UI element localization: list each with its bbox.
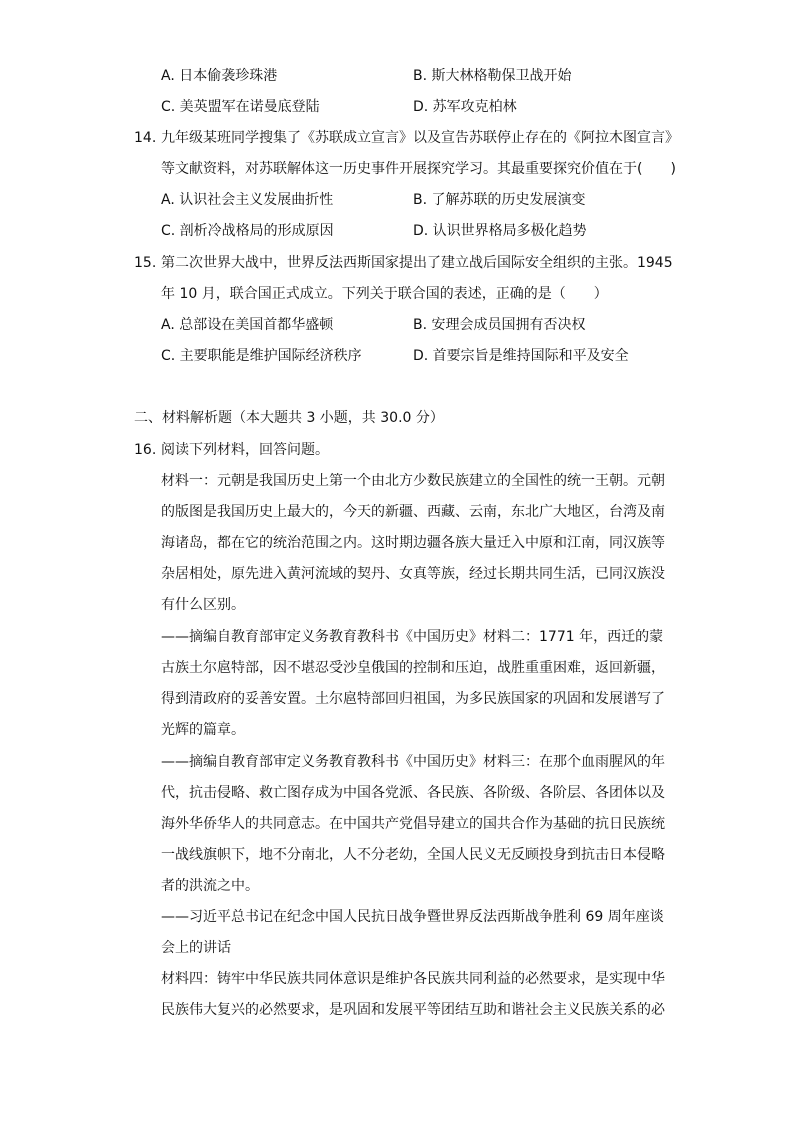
- q13-option-a: A. 日本偷袭珍珠港: [161, 68, 278, 84]
- q16-material-line: 者的洪流之中。: [161, 878, 259, 894]
- q16-material-line: 材料一：元朝是我国历史上第一个由北方少数民族建立的全国性的统一王朝。元朝: [161, 473, 665, 489]
- q16-number: 16.: [134, 442, 157, 458]
- q16-prompt: 阅读下列材料，回答问题。: [161, 442, 329, 458]
- q14-text-line-1: 九年级某班同学搜集了《苏联成立宣言》以及宣告苏联停止存在的《阿拉木图宣言》: [161, 130, 679, 146]
- q16-material-line: 杂居相处，原先进入黄河流域的契丹、女真等族，经过长期共同生活，已同汉族没: [161, 566, 665, 582]
- q15-option-b: B. 安理会成员国拥有否决权: [413, 317, 586, 333]
- q13-option-b: B. 斯大林格勒保卫战开始: [413, 68, 572, 84]
- section-2-title: 二、材料解析题（本大题共 3 小题，共 30.0 分）: [134, 410, 444, 426]
- q15-option-c: C. 主要职能是维护国际经济秩序: [161, 348, 362, 364]
- q16-material-line: 有什么区别。: [161, 597, 245, 613]
- q16-material-line: 会上的讲话: [161, 940, 231, 956]
- q15-option-a: A. 总部设在美国首都华盛顿: [161, 317, 334, 333]
- q16-material-line: ——摘编自教育部审定义务教育教科书《中国历史》材料三：在那个血雨腥风的年: [161, 754, 665, 770]
- q16-material-line: 材料四：铸牢中华民族共同体意识是维护各民族共同利益的必然要求，是实现中华: [161, 971, 665, 987]
- q14-text-line-2: 等文献资料，对苏联解体这一历史事件开展探究学习。其最重要探究价值在于( ): [161, 161, 676, 177]
- q14-option-d: D. 认识世界格局多极化趋势: [413, 223, 587, 239]
- q14-option-b: B. 了解苏联的历史发展演变: [413, 192, 586, 208]
- q13-option-c: C. 美英盟军在诺曼底登陆: [161, 99, 320, 115]
- q16-material-line: 海外华侨华人的共同意志。在中国共产党倡导建立的国共合作为基础的抗日民族统: [161, 816, 665, 832]
- q16-material-line: 光辉的篇章。: [161, 722, 245, 738]
- q16-material-line: 代，抗击侵略、救亡图存成为中国各党派、各民族、各阶级、各阶层、各团体以及: [161, 785, 665, 801]
- q16-material-line: 古族土尔扈特部，因不堪忍受沙皇俄国的控制和压迫，战胜重重困难，返回新疆，: [161, 660, 665, 676]
- q15-text-line-1: 第二次世界大战中，世界反法西斯国家提出了建立战后国际安全组织的主张。1945: [161, 255, 673, 271]
- q16-material-line: 海诸岛，都在它的统治范围之内。这时期边疆各族大量迁入中原和江南，同汉族等: [161, 535, 665, 551]
- q16-material-line: 一战线旗帜下，地不分南北，人不分老幼，全国人民义无反顾投身到抗击日本侵略: [161, 847, 665, 863]
- q15-number: 15.: [134, 255, 157, 271]
- q15-option-d: D. 首要宗旨是维持国际和平及安全: [413, 348, 629, 364]
- q14-number: 14.: [134, 130, 157, 146]
- q15-text-line-2: 年 10 月，联合国正式成立。下列关于联合国的表述，正确的是（ ）: [161, 286, 608, 302]
- q14-option-a: A. 认识社会主义发展曲折性: [161, 192, 334, 208]
- q16-material-line: 民族伟大复兴的必然要求，是巩固和发展平等团结互助和谐社会主义民族关系的必: [161, 1002, 665, 1018]
- q16-material-line: ——习近平总书记在纪念中国人民抗日战争暨世界反法西斯战争胜利 69 周年座谈: [161, 909, 664, 925]
- q16-material-line: 的版图是我国历史上最大的，今天的新疆、西藏、云南，东北广大地区，台湾及南: [161, 504, 665, 520]
- q16-material-line: 得到清政府的妥善安置。土尔扈特部回归祖国，为多民族国家的巩固和发展谱写了: [161, 691, 665, 707]
- q16-material-line: ——摘编自教育部审定义务教育教科书《中国历史》材料二：1771 年，西迁的蒙: [161, 629, 664, 645]
- q14-option-c: C. 剖析冷战格局的形成原因: [161, 223, 334, 239]
- q13-option-d: D. 苏军攻克柏林: [413, 99, 517, 115]
